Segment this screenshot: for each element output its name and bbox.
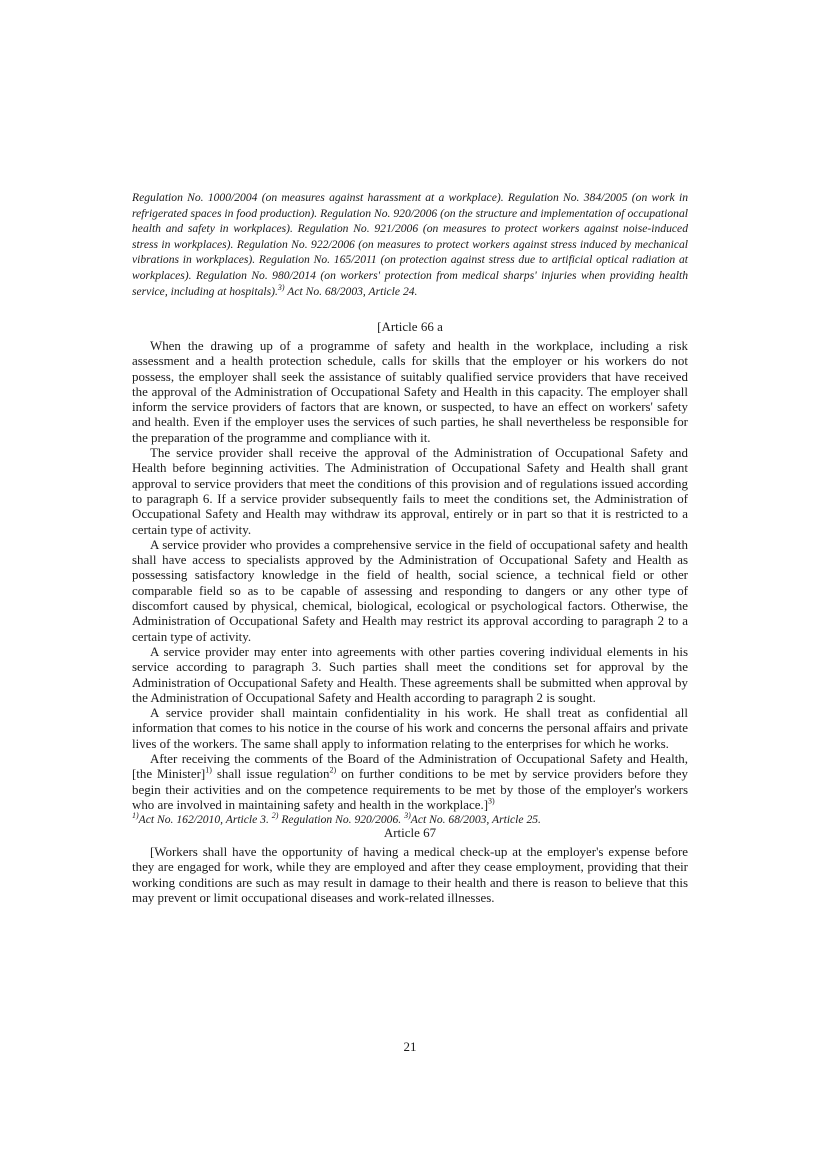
footnote-ref: 2)	[271, 811, 279, 821]
page-number: 21	[403, 1039, 417, 1054]
document-page	[132, 0, 688, 1169]
article-66a-paragraph: The service provider shall receive the approval of the Administration of Occupational Safety and Health before beginning activities. The Administration of Occupational Safety and Health shall grant approval to service providers that meet the conditions of this provision and of regulations issued according to paragraph 6. If a service provider subsequently fails to meet the conditions set, the Administration of Occupational Safety and Health may withdraw its approval, entirely or in part so that it is restricted to a certain type of activity.	[132, 445, 688, 537]
paragraph-text: on further conditions to be met by service providers before they begin their activities and on the competence requirements to be met by those of the employer's workers who are involved in maintaining safety and health in the workplace.]	[132, 766, 688, 812]
article-66a-final-paragraph	[132, 751, 688, 812]
article-67-heading: Article 67	[383, 825, 437, 840]
paragraph-text: shall issue regulation	[211, 766, 330, 782]
article-66a-paragraph: A service provider who provides a comprehensive service in the field of occupational safety and health shall have access to specialists approved by the Administration of Occupational Safety and Health as possessing satisfactory knowledge in the field of health, social science, a technical field or other comparable field so as to be capable of assessing and responding to dangers or any other type of discomfort caused by physical, chemical, biological, ecological or psychological factors. Otherwise, the Administration of Occupational Safety and Health may restrict its approval according to paragraph 2 to a certain type of activity.	[132, 536, 688, 644]
footnote-text: Act No. 162/2010, Article 3.	[138, 813, 272, 827]
footnote-ref: 3)	[488, 796, 495, 806]
footnote-text: Act No. 68/2003, Article 25.	[410, 813, 541, 827]
article-67-paragraph: [Workers shall have the opportunity of having a medical check-up at the employer's expense before they are engaged for work, while they are employed and after they cease employment, providing that their working conditions are such as may result in damage to their health and there is reason to believe that this may prevent or limit occupational diseases and work-related illnesses.	[132, 844, 688, 905]
article-66a-paragraph: When the drawing up of a programme of safety and health in the workplace, including a risk assessment and a health protection schedule, calls for skills that the employer or his workers do not possess, the employer shall seek the assistance of suitably qualified service providers that have received the approval of the Administration of Occupational Safety and Health in this capacity. The employer shall inform the service providers of factors that are known, or suspected, to have an effect on workers' safety and health. Even if the employer uses the services of such parties, he shall nevertheless be responsible for the preparation of the programme and compliance with it.	[132, 338, 688, 445]
article-66a-heading: [Article 66 a	[377, 319, 443, 334]
article-66a-paragraph: A service provider may enter into agreements with other parties covering individual elements in his service according to paragraph 3. Such parties shall meet the conditions set for approval by the Administration of Occupational Safety and Health. These agreements shall be submitted when approval by the Administration of Occupational Safety and Health according to paragraph 2 is sought.	[132, 643, 688, 705]
footnote-ref: 3)	[404, 811, 411, 821]
paragraph-text: After receiving the comments of the Board of the Administration of Occupational Safety and Health, [the Minister]	[132, 751, 688, 782]
regulations-note	[132, 190, 688, 299]
article-67	[132, 825, 688, 905]
regulations-list: Regulation No. 1000/2004 (on measures against harassment at a workplace). Regulation No. 384/2005 (on work in refrigerated spaces in food production). Regulation No. 920/2006 (on the structure and implementation of occupational health and safety in workplaces). Regulation No. 921/2006 (on measures to protect workers against noise-induced stress in workplaces). Regulation No. 922/2006 (on measures to protect workers against stress induced by mechanical vibrations in workplaces). Regulation No. 165/2011 (on protection against stress due to artificial optical radiation at workplaces). Regulation No. 980/2014 (on workers' protection from medical sharps' injuries when providing health service, including at hospitals).	[132, 191, 688, 298]
footnote-ref: 1)	[205, 766, 212, 775]
regulations-source: Act No. 68/2003, Article 24.	[284, 284, 418, 298]
footnote-text: Regulation No. 920/2006.	[278, 813, 405, 827]
footnote-ref: 1)	[132, 811, 139, 821]
article-66a	[132, 319, 688, 827]
footnote-ref: 3)	[277, 282, 285, 292]
footnote-ref: 2)	[329, 766, 337, 775]
article-66a-paragraph: A service provider shall maintain confidentiality in his work. He shall treat as confidential all information that comes to his notice in the course of his work and concerns the personal affairs and private lives of the workers. The same shall apply to information relating to the enterprises for which he works.	[132, 705, 688, 751]
